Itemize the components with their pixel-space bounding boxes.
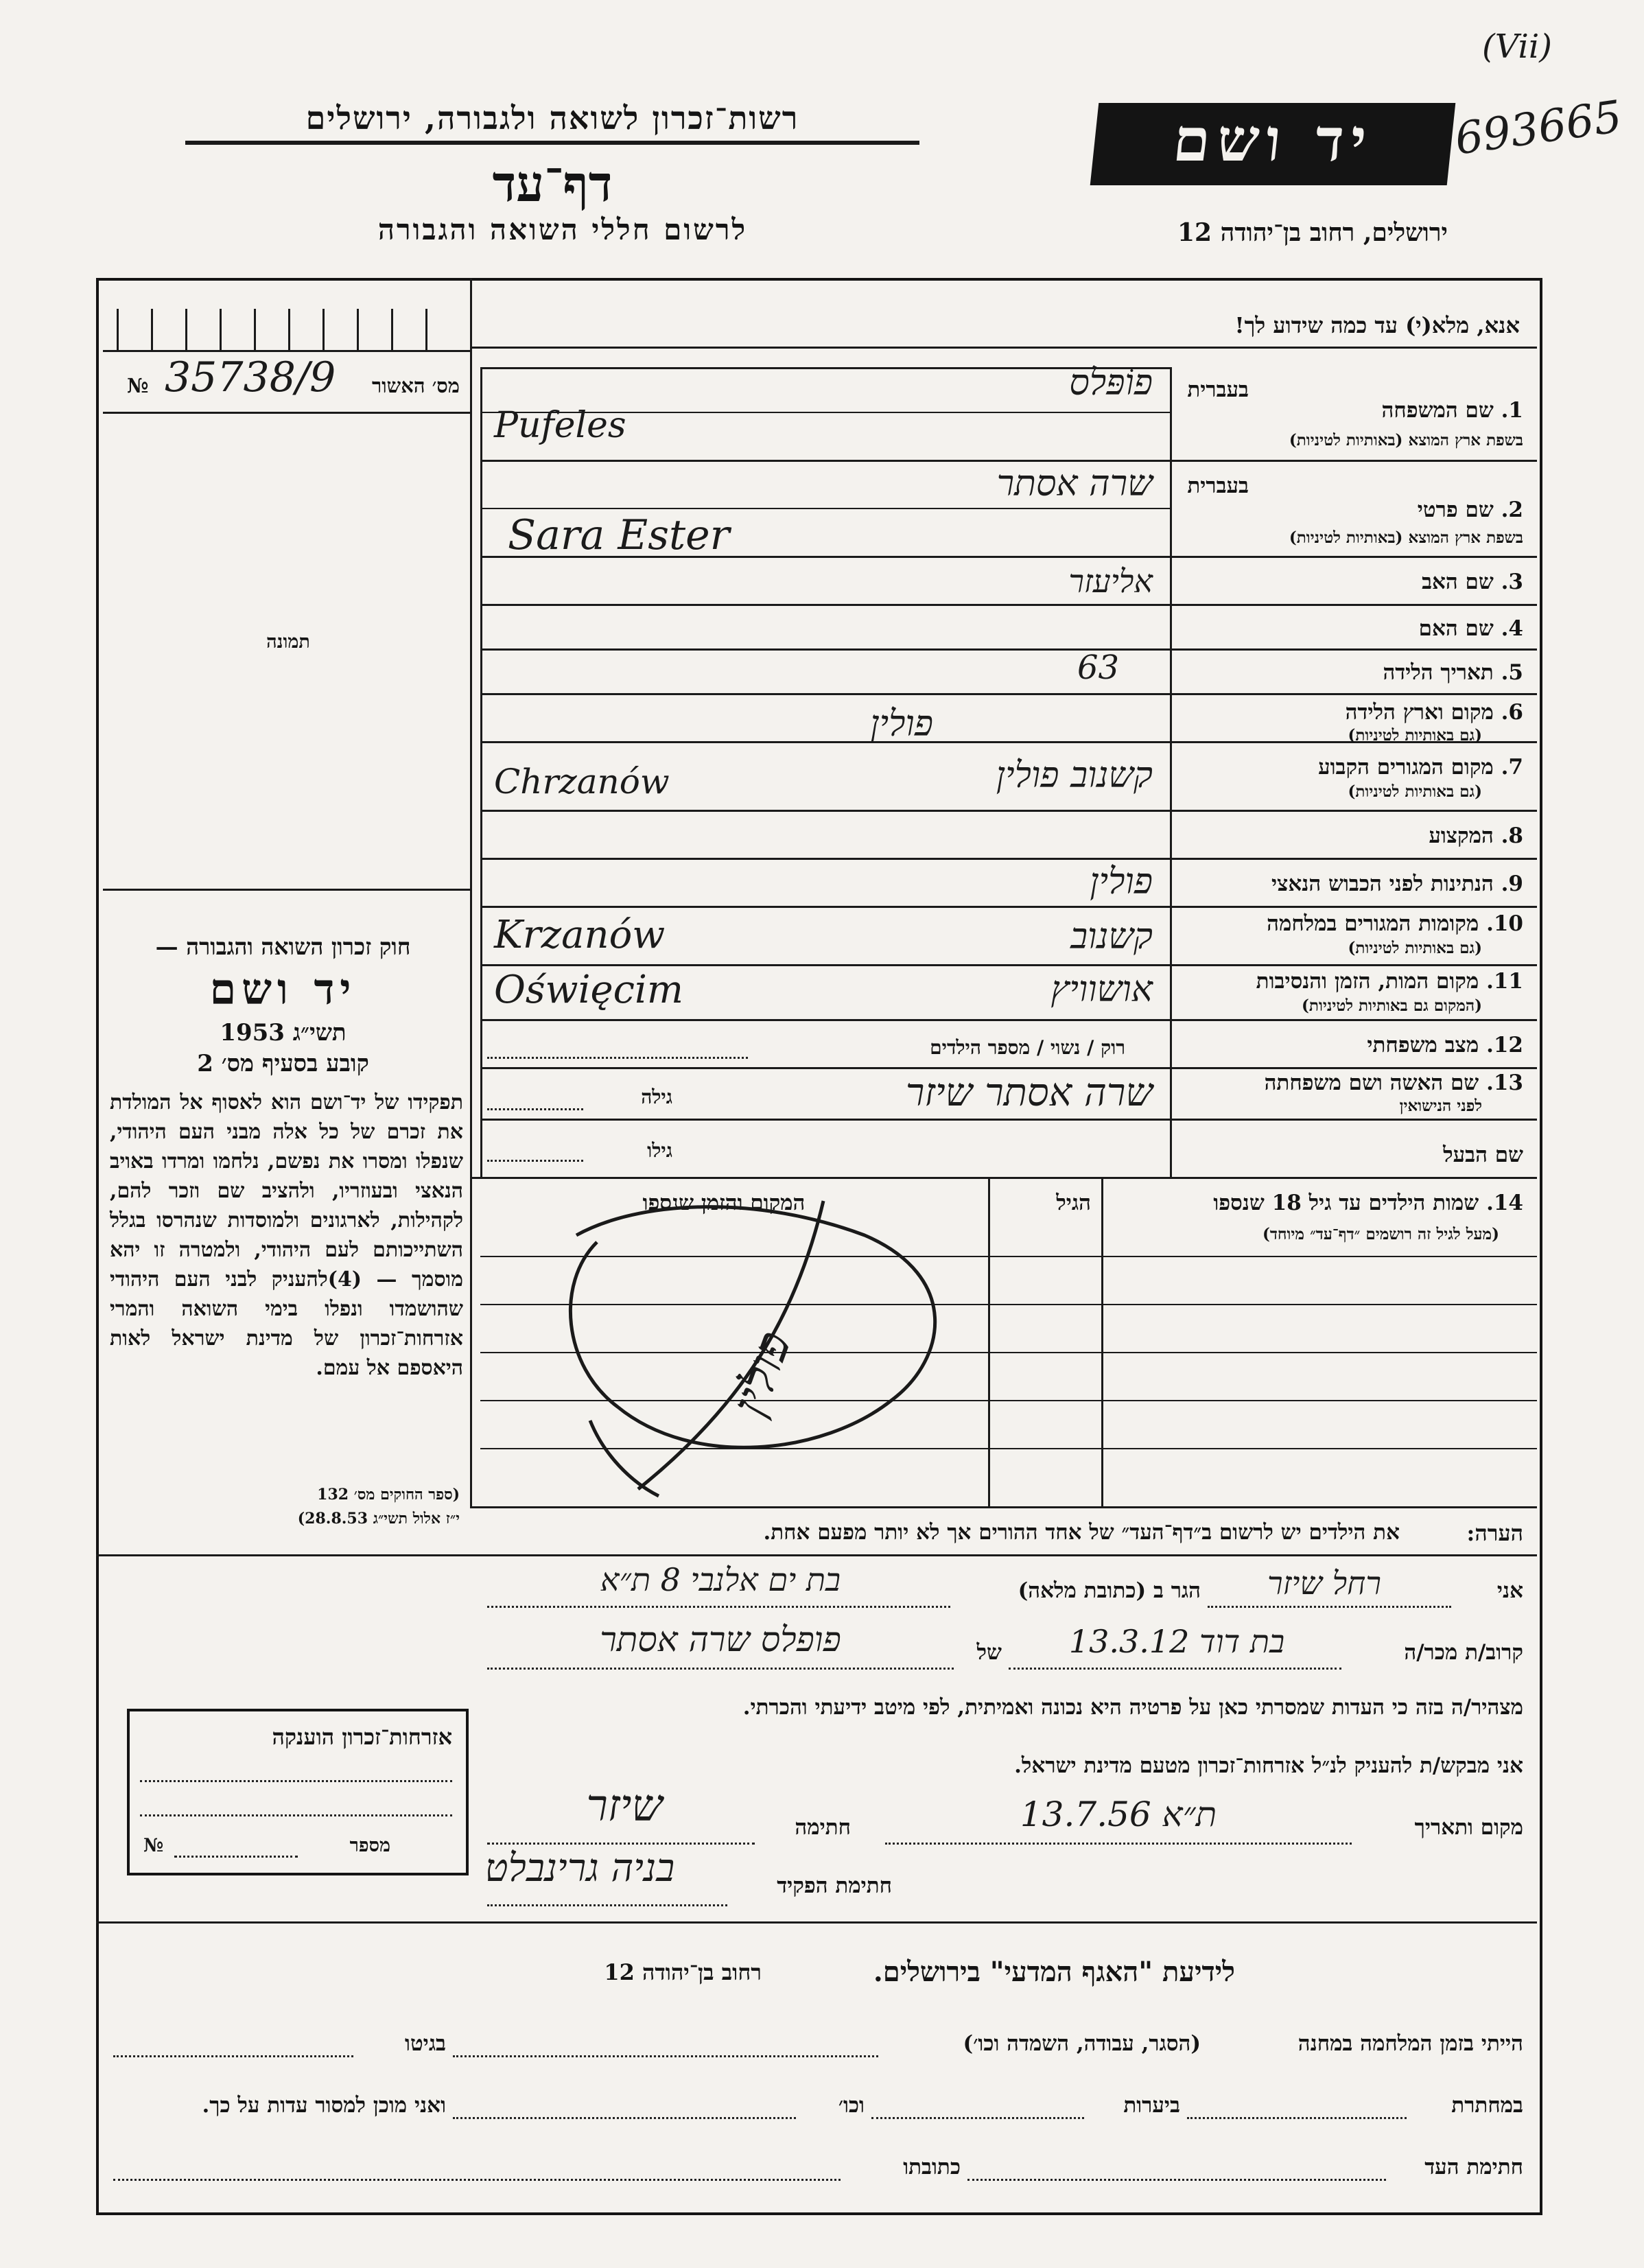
- field-10-label-text: מקומות המגורים במלחמה: [1267, 911, 1479, 936]
- field-10-value-hebrew: קשנוב: [1070, 916, 1153, 957]
- officer-value: בניה גרינבלט: [484, 1846, 675, 1891]
- children-col-place: המקום והזמן שנספו: [642, 1191, 806, 1215]
- footer-line1-a: הייתי בזמן המלחמה במחנה: [1297, 2031, 1523, 2056]
- row-line: [480, 460, 1537, 462]
- field-1-label-text: שם המשפחה: [1381, 398, 1494, 423]
- witness-i-value: רחל שיזר: [1267, 1565, 1381, 1602]
- signature-label: חתימה: [795, 1815, 851, 1840]
- law-year: תשי״ג 1953: [220, 1019, 347, 1047]
- row-line: [480, 648, 1537, 651]
- witness-relative-dots: [1009, 1668, 1341, 1670]
- approval-tick-base: [103, 350, 470, 352]
- footer-line2-b: ביערות: [1123, 2093, 1180, 2118]
- logo-text: יד ושם: [1170, 106, 1377, 175]
- footer-address: רחוב בן־יהודה 12: [604, 1959, 762, 1985]
- law-clause: קובע בסעיף מס׳ 2: [197, 1050, 369, 1077]
- footer-line1-b: (הסגר, עבודה, השמדה וכו׳): [963, 2031, 1201, 2056]
- children-number: 14.: [1486, 1191, 1523, 1215]
- field-13-age-dots: [487, 1108, 583, 1110]
- values-left-border: [480, 367, 482, 1177]
- field-1-number: 1.: [1501, 398, 1523, 423]
- field-13-label-text: שם האשה ושם משפחתה: [1264, 1071, 1479, 1095]
- form-subtitle: לרשום חללי השואה והגבורה: [377, 213, 748, 246]
- field-9-label-text: הנתינות לפני הכבוש הנאצי: [1271, 872, 1494, 896]
- children-bottom: [470, 1506, 1537, 1508]
- row-line: [480, 693, 1537, 695]
- footer-line1-c: בגיטו: [405, 2031, 446, 2056]
- field-7-number: 7.: [1501, 755, 1523, 780]
- footer-line3-b: כתובתו: [903, 2155, 961, 2179]
- field-7-label-text: מקום המגורים הקבוע: [1318, 755, 1494, 780]
- officer-label: חתימת הפקיד: [777, 1873, 892, 1898]
- field-6-sub: (גם באותיות לטיניות): [1348, 726, 1482, 745]
- footer-line2-dots-2: [871, 2117, 1084, 2119]
- footer-line1-dots-2: [113, 2055, 353, 2057]
- footer-line2-a: במחתרת: [1451, 2093, 1523, 2118]
- field-12-label: [1180, 1033, 1523, 1057]
- footer-line3-dots-2: [113, 2179, 841, 2181]
- place-date-value: ת״א 13.7.56: [1020, 1794, 1217, 1834]
- witness-of-value: פופלס שרה אסתר: [600, 1620, 841, 1659]
- corner-note: (Vii): [1482, 27, 1552, 66]
- witness-declare: מצהיר/ה בזה כי העדות שמסרתי כאן על פרטיה היא נכונה ואמיתית, לפי מיטב ידיעתי והכרתי.: [742, 1695, 1523, 1720]
- citizenship-number-label: מספר: [349, 1835, 390, 1856]
- field-7-value-latin: Chrzanów: [494, 762, 670, 802]
- law-name: יד ושם: [209, 964, 357, 1014]
- citizenship-box: [127, 1709, 469, 1875]
- field-3-number: 3.: [1501, 570, 1523, 594]
- field-12-label-text: מצב משפחתי: [1367, 1033, 1479, 1057]
- place-date-label: מקום ותאריך: [1414, 1815, 1523, 1840]
- footer-line2-dots-3: [453, 2117, 796, 2119]
- row-line: [470, 1177, 1537, 1179]
- field-8-number: 8.: [1501, 823, 1523, 848]
- signature-value: שיזר: [586, 1781, 663, 1832]
- yad-vashem-logo: [1090, 103, 1456, 185]
- field-11-number: 11.: [1486, 969, 1523, 994]
- field-13-age-label: גילה: [641, 1086, 672, 1108]
- citizenship-number-line: [174, 1856, 298, 1858]
- photo-label: תמונה: [266, 631, 310, 653]
- row-line: [480, 858, 1537, 860]
- field-5-value: 63: [1077, 648, 1120, 687]
- field-10-value-latin: Krzanów: [494, 913, 666, 957]
- field-10-label: [1180, 911, 1523, 936]
- field-6-number: 6.: [1501, 700, 1523, 725]
- field-1-sub: בשפת ארץ המוצא (באותיות לטיניות): [1289, 431, 1523, 449]
- footer-line3-a: חתימת העד: [1424, 2155, 1523, 2179]
- field-10-sub: (גם באותיות לטיניות): [1348, 939, 1482, 957]
- husband-age-label: גילו: [647, 1139, 672, 1162]
- witness-resides-dots: [487, 1606, 950, 1608]
- witness-of-dots: [487, 1668, 954, 1670]
- approval-prefix: №: [127, 374, 149, 397]
- children-label: [1108, 1191, 1523, 1215]
- witness-i-dots: [1208, 1606, 1451, 1608]
- children-col-age: הגיל: [1056, 1191, 1091, 1215]
- field-4-label-text: שם האם: [1418, 616, 1494, 641]
- citizenship-number-prefix: №: [143, 1835, 164, 1856]
- intro-underline: [470, 347, 1537, 349]
- header-address: ירושלים, רחוב בן־יהודה 12: [1177, 218, 1448, 247]
- footer-title: לידיעת "האגף המדעי" בירושלים.: [873, 1956, 1235, 1988]
- photo-bottom-line: [103, 889, 470, 891]
- footer-top-line: [96, 1921, 1537, 1924]
- children-handwriting: פולין: [720, 1324, 803, 1423]
- label-column-border: [1170, 367, 1172, 1177]
- field-6-label: [1180, 700, 1523, 725]
- field-11-value-hebrew: אושוויץ: [1050, 969, 1153, 1010]
- note-text: את הילדים יש לרשום ב״דף־העד״ של אחד ההורים אך לא יותר מפעם אחת.: [763, 1520, 1400, 1545]
- footer-line2-d: ואני מוכן למסור עדות על כך.: [202, 2093, 446, 2118]
- field-13-value: שרה אסתר שיזר: [905, 1071, 1153, 1115]
- field-3-value: אליעזר: [1068, 563, 1153, 600]
- field-3-label: [1180, 570, 1523, 594]
- field-5-label: [1180, 660, 1523, 685]
- footer-line2-dots-1: [1187, 2117, 1407, 2119]
- children-sub: (מעל לגיל זה רושמים ״דף־עד״ מיוחד): [1262, 1225, 1499, 1243]
- field-2-label-text: שם פרטי: [1417, 498, 1494, 522]
- witness-relative-value: בת דוד 13.3.12: [1068, 1623, 1285, 1660]
- husband-age-dots: [487, 1160, 583, 1162]
- field-6-value: פולין: [870, 703, 933, 745]
- row-line: [480, 604, 1537, 606]
- law-ref-1: (ספר החוקים מס׳ 132: [317, 1486, 460, 1504]
- row-line: [480, 1019, 1537, 1021]
- field-4-number: 4.: [1501, 616, 1523, 641]
- citizenship-title: אזרחות־זכרון הוענקה: [272, 1724, 452, 1750]
- row-line: [480, 810, 1537, 812]
- field-9-label: [1180, 872, 1523, 896]
- field-13-label: [1180, 1071, 1523, 1095]
- field-6-label-text: מקום וארץ הלידה: [1345, 700, 1494, 725]
- field-11-label-text: מקום המות, הזמן והנסיבות: [1256, 969, 1479, 994]
- field-1-value-hebrew: פוֹפּלס: [1069, 362, 1153, 404]
- approval-number: 35738/9: [165, 353, 336, 401]
- field-2-sub: בשפת ארץ המוצא (באותיות לטיניות): [1289, 528, 1523, 547]
- field-11-label: [1180, 969, 1523, 994]
- footer-line1-dots-1: [453, 2055, 878, 2057]
- field-9-value: פולין: [1090, 861, 1153, 902]
- row-line: [480, 1119, 1537, 1121]
- children-col-border-1: [1101, 1177, 1103, 1506]
- row-line: [480, 964, 1537, 966]
- field-12-number: 12.: [1486, 1033, 1523, 1057]
- witness-resides-value: בת ים אלנבי 8 ת״א: [600, 1561, 841, 1598]
- field-8-label: [1180, 823, 1523, 848]
- field-4-label: [1180, 616, 1523, 641]
- field-2-number: 2.: [1501, 498, 1523, 522]
- witness-i-label: אני: [1496, 1578, 1523, 1603]
- field-11-value-latin: Oświęcim: [494, 968, 684, 1012]
- note-underline: [96, 1554, 1537, 1556]
- field-13-number: 13.: [1486, 1071, 1523, 1095]
- citizenship-line-2: [140, 1814, 452, 1816]
- witness-of-label: של: [976, 1640, 1002, 1665]
- place-date-dots: [885, 1843, 1352, 1845]
- field-5-number: 5.: [1501, 660, 1523, 685]
- in-hebrew-label-2: בעברית: [1187, 474, 1249, 498]
- field-12-dots: [487, 1057, 748, 1059]
- field-10-number: 10.: [1486, 911, 1523, 936]
- field-11-sub: (המקום גם באותיות לטיניות): [1302, 996, 1482, 1015]
- officer-dots: [487, 1904, 727, 1906]
- field-9-number: 9.: [1501, 872, 1523, 896]
- field-2-value-latin: Sara Ester: [508, 511, 730, 559]
- org-underline: [185, 141, 919, 145]
- approval-ticks: [117, 309, 460, 350]
- row-line: [480, 1067, 1537, 1069]
- field-3-label-text: שם האב: [1422, 570, 1494, 594]
- in-hebrew-label-1: בעברית: [1187, 377, 1249, 402]
- husband-label: שם הבעל: [1443, 1143, 1523, 1167]
- row-line: [480, 906, 1537, 908]
- witness-request: אני מבקש/ת להעניק לנ״ל אזרחות־זכרון מטעם מדינת ישראל.: [1014, 1753, 1523, 1778]
- field-7-value-hebrew: קשנוב פולין: [996, 755, 1153, 796]
- form-intro: אנא, מלא(י) עד כמה שידוע לך!: [1234, 312, 1520, 338]
- document-number: 693665: [1452, 91, 1625, 165]
- footer-line3-dots-1: [967, 2179, 1386, 2181]
- sidebar-divider: [470, 278, 472, 1506]
- field-1-label: [1269, 398, 1523, 423]
- approval-underline: [103, 412, 470, 414]
- law-ref-2: י״ז אלול תשי״ג 28.8.53): [297, 1510, 460, 1528]
- field-1-value-latin: Pufeles: [494, 405, 626, 446]
- witness-relative-label: קרוב/ת מכר/ה: [1404, 1640, 1523, 1665]
- footer-line2-c: וכו׳: [838, 2093, 865, 2118]
- field-7-sub: (גם באותיות לטיניות): [1348, 782, 1482, 801]
- field-7-label: [1180, 755, 1523, 780]
- field-13-sub: לפני הנישואין: [1399, 1097, 1482, 1115]
- approval-label: מס׳ האשור: [372, 374, 460, 397]
- form-title: דף־עד: [492, 154, 613, 213]
- law-title: חוק זכרון השואה והגבורה —: [155, 933, 411, 960]
- children-label-text: שמות הילדים עד גיל 18 שנספו: [1213, 1191, 1479, 1215]
- witness-resides-label: הגר ב (כתובת מלאה): [1018, 1578, 1201, 1603]
- law-text: תפקידו של יד־ושם הוא לאסוף אל המולדת את זכרם של כל אלה מבני העם היהודי, שנפלו ומסרו את נפשם, נלחמו ומרדו באויב הנאצי ובעוזריו, ולהציב שם וזכר להם, לקהילות, לארגונים ולמוסדות שנהרסו בגלל השתייכותם לעם היהודי, ולמטרה זו יהא מוסמך — (4)להעניק לבני העם היהודי שהושמדו ונפלו בימי השואה והמרי אזרחות־זכרון של מדינת ישראל לאות היאספם אל עמם.: [110, 1090, 463, 1380]
- signature-dots: [487, 1843, 755, 1845]
- org-line: רשות־זכרון לשואה ולגבורה, ירושלים: [305, 100, 799, 137]
- sidebar-divider-lower: [470, 1506, 472, 1891]
- field-2-value-hebrew: שרה אסתר: [996, 463, 1153, 504]
- field-2-label: [1269, 498, 1523, 522]
- note-label: הערה:: [1466, 1520, 1523, 1546]
- citizenship-line-1: [140, 1780, 452, 1782]
- field-12-options: רוק / נשוי / מספר הילדים: [930, 1036, 1125, 1059]
- row-line: [480, 508, 1170, 509]
- field-8-label-text: המקצוע: [1429, 823, 1494, 848]
- field-5-label-text: תאריך הלידה: [1383, 660, 1494, 685]
